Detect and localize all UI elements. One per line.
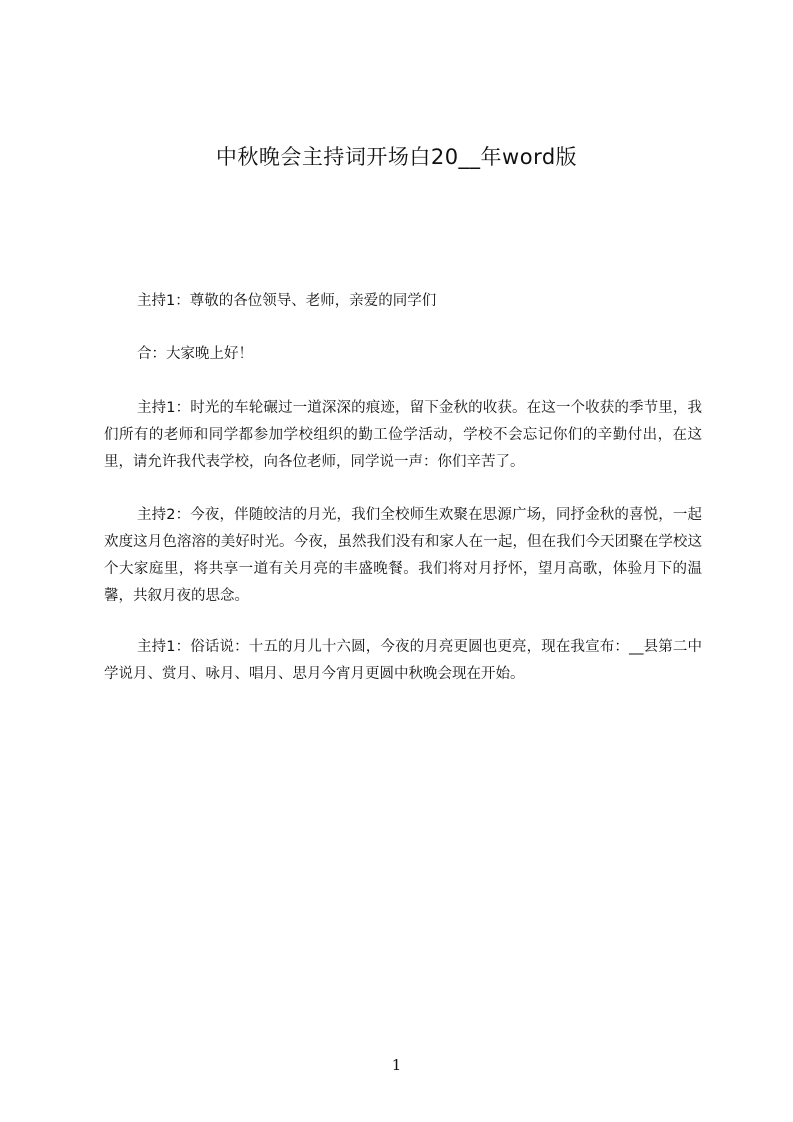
paragraph-chorus: 合：大家晚上好！	[137, 346, 253, 362]
paragraph-host1-autumn: 主持1：时光的车轮碾过一道深深的痕迹，留下金秋的收获。在这一个收获的季节里，我们所有的老师和同学都参加学校组织的勤工俭学活动，学校不会忘记你们的辛勤付出，在这里，请允许我代表学校，向各位老师，同学说一声：你们辛苦了。	[104, 400, 702, 470]
paragraph-greeting: 主持1：尊敬的各位领导、老师，亲爱的同学们	[137, 293, 437, 309]
page-number: 1	[391, 1056, 402, 1074]
paragraph-host1-opening: 主持1：俗话说：十五的月儿十六圆，今夜的月亮更圆也更亮，现在我宣布：__县第二中学说月、赏月、咏月、唱月、思月今宵月更圆中秋晚会现在开始。	[104, 639, 702, 682]
paragraph-host2-moonlight: 主持2：今夜，伴随皎洁的月光，我们全校师生欢聚在思源广场，同抒金秋的喜悦，一起欢度这月色溶溶的美好时光。今夜，虽然我们没有和家人在一起，但在我们今天团聚在学校这个大家庭里，将共享一道有关月亮的丰盛晚餐。我们将对月抒怀，望月高歌，体验月下的温馨，共叙月夜的思念。	[104, 507, 702, 604]
document-title: 中秋晚会主持词开场白20__年word版	[215, 145, 578, 169]
